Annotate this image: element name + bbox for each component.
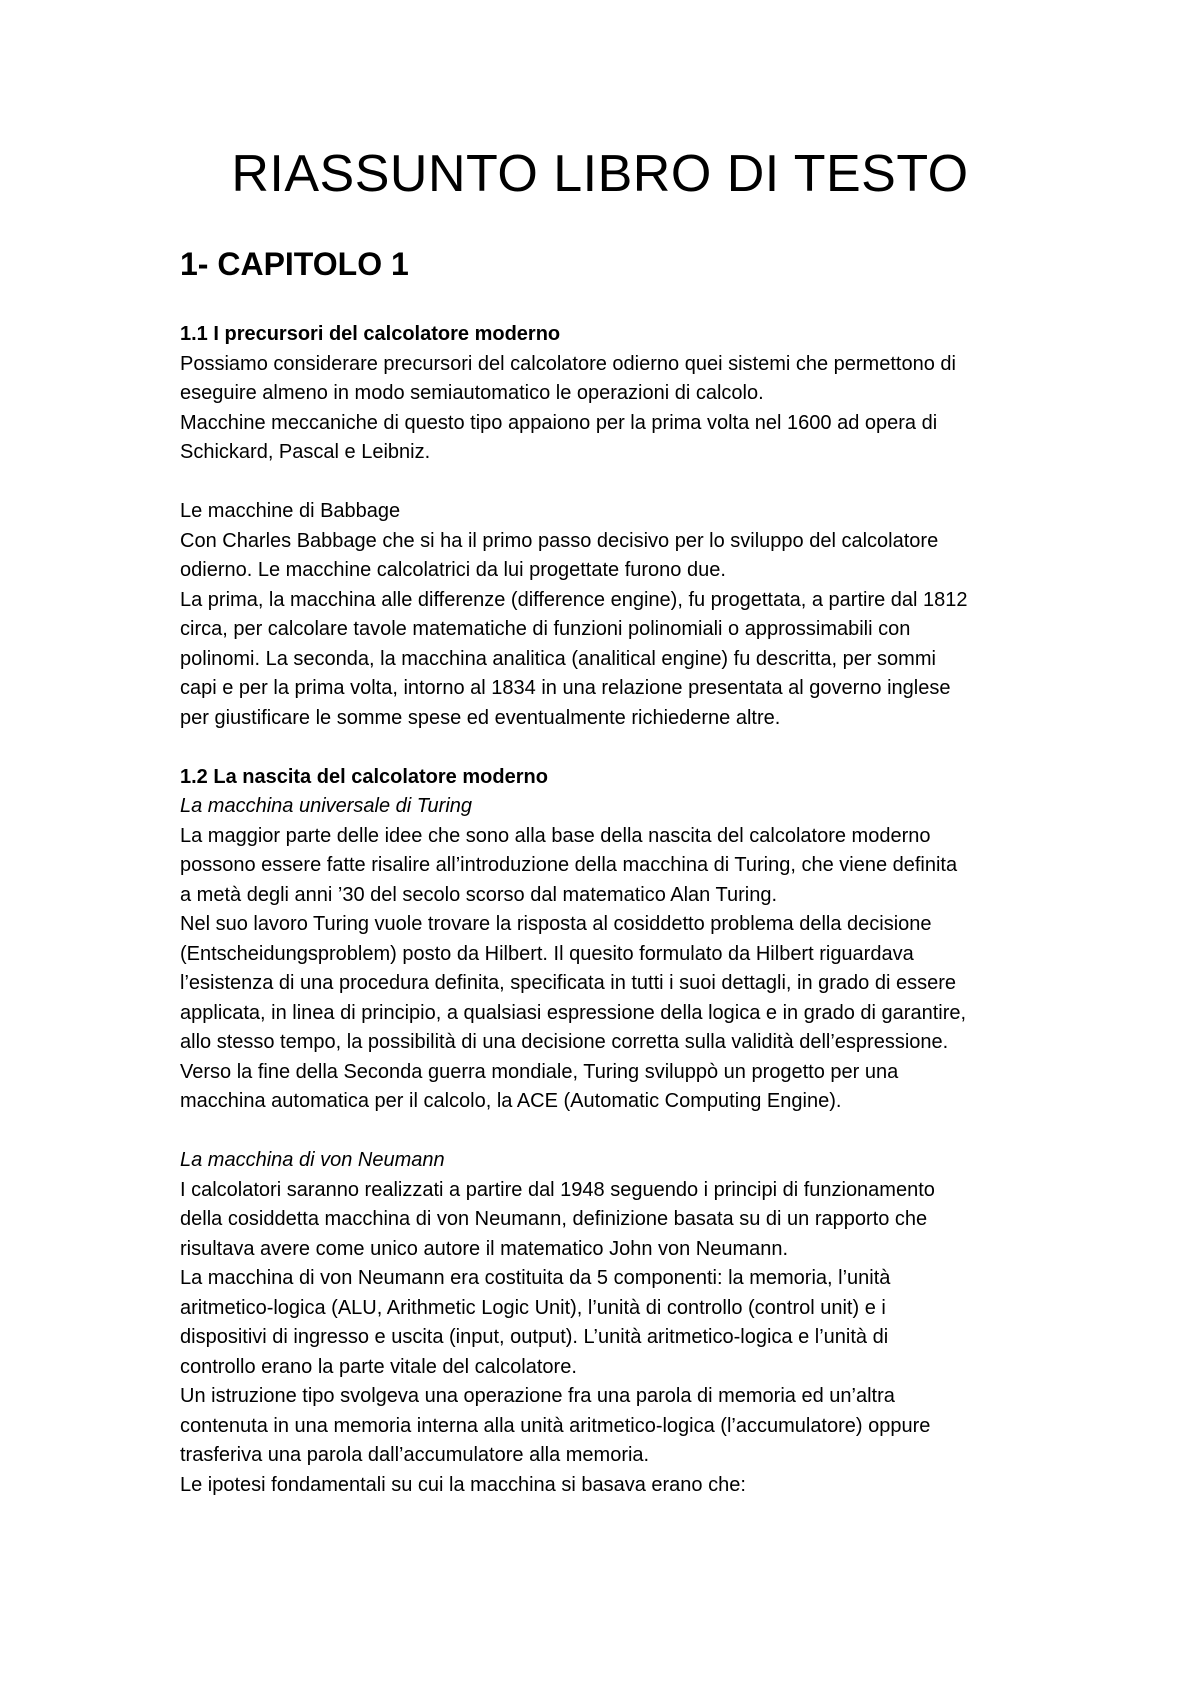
paragraph-line: Le ipotesi fondamentali su cui la macchina si basava erano che: [180,1473,746,1496]
section-von-neumann [180,1146,1080,1500]
paragraph-spacer [180,733,1080,763]
paragraph-line: allo stesso tempo, la possibilità di una decisione corretta sulla validità dell’espressione. [180,1031,949,1053]
paragraph-line: per giustificare le somme spese ed eventualmente richiederne altre. [180,706,781,729]
paragraph-line: capi e per la prima volta, intorno al 1834 in una relazione presentata al governo inglese [180,677,951,699]
subsection-heading: La macchina di von Neumann [180,1149,445,1171]
section-heading: 1.1 I precursori del calcolatore moderno [180,323,561,345]
document-title: RIASSUNTO LIBRO DI TESTO [231,145,969,203]
paragraph-spacer [180,468,1080,498]
subsection-heading: La macchina universale di Turing [180,795,473,817]
section-babbage [180,497,1080,733]
paragraph-line: contenuta in una memoria interna alla unità aritmetico-logica (l’accumulatore) oppure [180,1414,931,1437]
paragraph-line: circa, per calcolare tavole matematiche di funzioni polinomiali o approssimabili con [180,618,911,640]
paragraph-line: l’esistenza di una procedura definita, specificata in tutti i suoi dettagli, in grado di essere [180,972,957,994]
paragraph-line: Macchine meccaniche di questo tipo appaiono per la prima volta nel 1600 ad opera di [180,411,938,434]
document-body [180,320,1080,1500]
paragraph-spacer [180,1117,1080,1147]
paragraph-line: applicata, in linea di principio, a qualsiasi espressione della logica e in grado di garantire, [180,1001,967,1024]
paragraph-line: Nel suo lavoro Turing vuole trovare la risposta al cosiddetto problema della decisione [180,913,932,935]
subsection-heading: Le macchine di Babbage [180,500,401,522]
section-1-1 [180,320,1080,468]
paragraph-line: trasferiva una parola dall’accumulatore alla memoria. [180,1444,650,1466]
paragraph-line: Schickard, Pascal e Leibniz. [180,441,431,463]
paragraph-line: (Entscheidungsproblem) posto da Hilbert. Il quesito formulato da Hilbert riguardava [180,942,914,965]
paragraph-line: macchina automatica per il calcolo, la ACE (Automatic Computing Engine). [180,1090,842,1112]
paragraph-line: Con Charles Babbage che si ha il primo passo decisivo per lo sviluppo del calcolatore [180,529,939,552]
paragraph-line: possono essere fatte risalire all’introduzione della macchina di Turing, che viene definita [180,854,958,876]
paragraph-line: La prima, la macchina alle differenze (difference engine), fu progettata, a partire dal 1812 [180,588,968,611]
paragraph-line: a metà degli anni ’30 del secolo scorso dal matematico Alan Turing. [180,883,778,906]
chapter-heading: 1- CAPITOLO 1 [180,246,409,282]
section-1-2 [180,763,1080,1117]
paragraph-line: Un istruzione tipo svolgeva una operazione fra una parola di memoria ed un’altra [180,1385,895,1407]
paragraph-line: della cosiddetta macchina di von Neumann, definizione basata su di un rapporto che [180,1208,928,1230]
paragraph-line: aritmetico-logica (ALU, Arithmetic Logic Unit), l’unità di controllo (control unit) e i [180,1296,886,1319]
paragraph-line: dispositivi di ingresso e uscita (input, output). L’unità aritmetico-logica e l’unità di [180,1326,889,1348]
paragraph-line: controllo erano la parte vitale del calcolatore. [180,1355,577,1378]
paragraph-line: eseguire almeno in modo semiautomatico le operazioni di calcolo. [180,382,764,404]
paragraph-line: La maggior parte delle idee che sono alla base della nascita del calcolatore moderno [180,824,931,847]
paragraph-line: risultava avere come unico autore il matematico John von Neumann. [180,1237,789,1260]
paragraph-line: Possiamo considerare precursori del calcolatore odierno quei sistemi che permettono di [180,352,956,375]
paragraph-line: Verso la fine della Seconda guerra mondiale, Turing sviluppò un progetto per una [180,1060,899,1083]
paragraph-line: I calcolatori saranno realizzati a partire dal 1948 seguendo i principi di funzionamento [180,1178,935,1201]
paragraph-line: polinomi. La seconda, la macchina analitica (analitical engine) fu descritta, per sommi [180,647,936,670]
paragraph-line: odierno. Le macchine calcolatrici da lui progettate furono due. [180,559,726,581]
section-heading: 1.2 La nascita del calcolatore moderno [180,765,548,788]
paragraph-line: La macchina di von Neumann era costituita da 5 componenti: la memoria, l’unità [180,1267,891,1289]
